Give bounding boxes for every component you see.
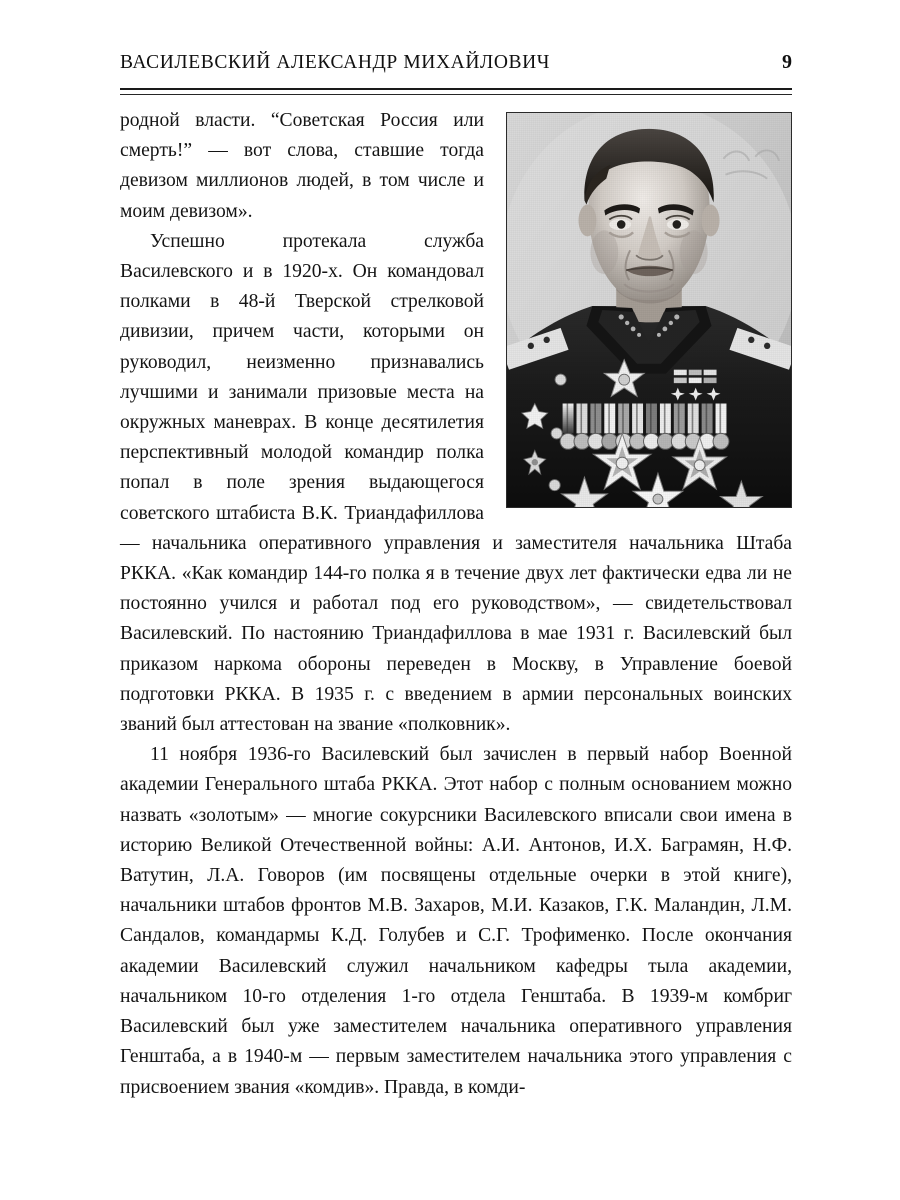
page-number: 9: [782, 51, 792, 73]
running-head: [120, 52, 792, 73]
body-text-column: [120, 106, 792, 1103]
header-rule-thin: [120, 94, 792, 96]
marshal-portrait-illustration: [507, 113, 791, 507]
portrait-frame: [506, 112, 792, 508]
paragraph-3: 11 ноября 1936-го Василевский был зачислен в первый набор Военной академии Генерального штаба РККА. Этот набор с полным основанием можно назвать «золотым» — многие сокурсники Василевского вписали свои имена в историю Великой Отечественной войны: А.И. Антонов, И.Х. Баграмян, Н.Ф. Ватутин, Л.А. Говоров (им посвящены отдельные очерки в этой книге), начальники штабов фронтов М.В. Захаров, М.И. Казаков, Г.К. Маландин, Л.М. Сандалов, командармы К.Д. Голубев и С.Г. Трофименко. После окончания академии Василевский служил начальником кафедры тыла академии, начальником 10-го отделения 1-го отдела Генштаба. В 1939-м комбриг Василевский был уже заместителем начальника оперативного управления Генштаба, а в 1940-м — первым заместителем начальника этого управления с присвоением звания «комдив». Правда, в комди-: [120, 744, 792, 1098]
paragraph-1: родной власти. “Советская Россия или смерть!” — вот слова, ставшие тогда девизом миллионов людей, в том числе и моим девизом».: [120, 110, 484, 222]
paragraph-2: Успешно протекала служба Василевского и в 1920-х. Он командовал полками в 48-й Тверской стрелковой дивизии, причем части, которыми он руководил, неизменно признавались лучшими и занимали призовые места на окружных маневрах. В конце десятилетия перспективный молодой командир полка попал в поле зрения выдающегося советского штабиста В.К. Триандафиллова — начальника оперативного управления и заместителя начальника Штаба РККА. «Как командир 144-го полка я в течение двух лет фактически едва ли не постоянно учился и работал под его руководством», — свидетельствовал Василевский. По настоянию Триандафиллова в мае 1931 г. Василевский был приказом наркома обороны переведен в Москву, в Управление боевой подготовки РККА. В 1935 г. с введением в армии персональных воинских званий был аттестован на звание «полковник».: [120, 230, 792, 736]
header-double-rule: [120, 88, 792, 95]
portrait-figure: [506, 112, 792, 508]
page-title: ВАСИЛЕВСКИЙ АЛЕКСАНДР МИХАЙЛОВИЧ: [120, 52, 551, 73]
portrait-image: [507, 113, 791, 507]
